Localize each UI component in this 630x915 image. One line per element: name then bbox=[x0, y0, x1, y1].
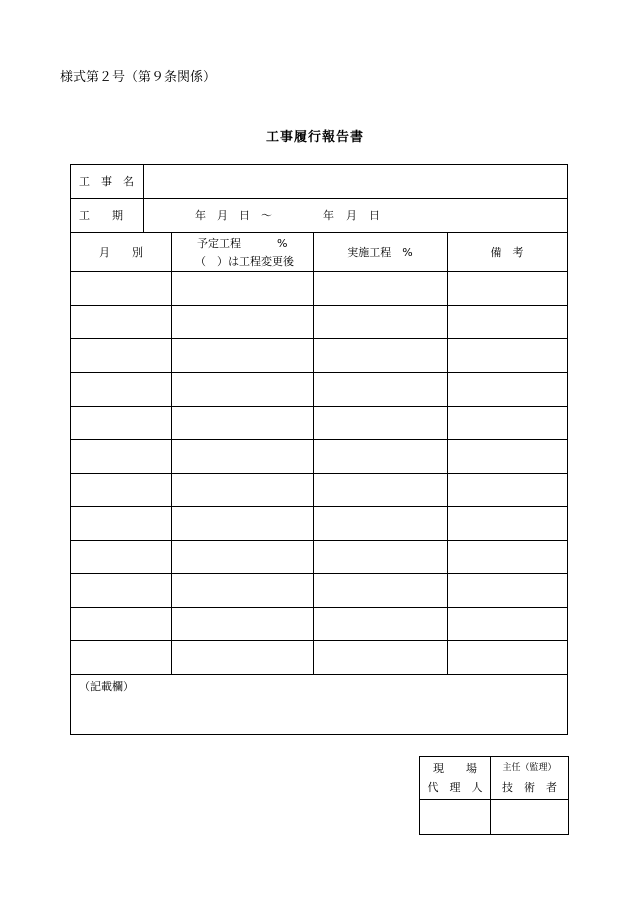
row-month-cell[interactable] bbox=[77, 416, 165, 430]
divider bbox=[71, 198, 567, 199]
row-planned-cell[interactable] bbox=[177, 416, 307, 430]
header-remarks: 備 考 bbox=[490, 246, 524, 259]
row-remarks-cell[interactable] bbox=[453, 516, 561, 530]
row-planned-cell[interactable] bbox=[177, 315, 307, 329]
row-actual-cell[interactable] bbox=[319, 281, 441, 295]
row-month-cell[interactable] bbox=[77, 382, 165, 396]
row-remarks-cell[interactable] bbox=[453, 650, 561, 664]
row-planned-cell[interactable] bbox=[177, 617, 307, 631]
divider bbox=[71, 473, 567, 474]
divider bbox=[71, 406, 567, 407]
site-agent-label-line1: 現 場 bbox=[433, 762, 477, 775]
row-planned-cell[interactable] bbox=[177, 281, 307, 295]
row-planned-cell[interactable] bbox=[177, 382, 307, 396]
divider bbox=[71, 540, 567, 541]
header-planned: 予定工程 bbox=[197, 237, 241, 250]
site-agent-label-line2: 代 理 人 bbox=[427, 781, 483, 794]
row-remarks-cell[interactable] bbox=[453, 617, 561, 631]
row-remarks-cell[interactable] bbox=[453, 382, 561, 396]
row-month-cell[interactable] bbox=[77, 348, 165, 362]
row-actual-cell[interactable] bbox=[319, 550, 441, 564]
site-agent-seal-area[interactable] bbox=[422, 803, 488, 831]
divider bbox=[71, 372, 567, 373]
row-planned-cell[interactable] bbox=[177, 348, 307, 362]
row-month-cell[interactable] bbox=[77, 550, 165, 564]
period-end-year: 年 bbox=[323, 209, 334, 222]
row-actual-cell[interactable] bbox=[319, 315, 441, 329]
row-month-cell[interactable] bbox=[77, 617, 165, 631]
period-label: 工 期 bbox=[79, 209, 123, 222]
row-remarks-cell[interactable] bbox=[453, 348, 561, 362]
chief-engineer-label-line1: 主任（監理） bbox=[502, 763, 557, 773]
period-end-day: 日 bbox=[369, 209, 380, 222]
divider bbox=[71, 674, 567, 675]
project-name-label: 工 事 名 bbox=[79, 175, 134, 188]
divider bbox=[71, 607, 567, 608]
divider bbox=[71, 338, 567, 339]
row-month-cell[interactable] bbox=[77, 449, 165, 463]
row-planned-cell[interactable] bbox=[177, 516, 307, 530]
period-tilde: 〜 bbox=[261, 209, 272, 222]
row-actual-cell[interactable] bbox=[319, 449, 441, 463]
row-planned-cell[interactable] bbox=[177, 650, 307, 664]
header-actual: 実施工程 % bbox=[347, 246, 413, 259]
chief-engineer-label-line2: 技 術 者 bbox=[502, 781, 557, 794]
document-title: 工事履行報告書 bbox=[265, 130, 364, 145]
row-remarks-cell[interactable] bbox=[453, 583, 561, 597]
row-actual-cell[interactable] bbox=[319, 583, 441, 597]
row-month-cell[interactable] bbox=[77, 315, 165, 329]
row-remarks-cell[interactable] bbox=[453, 483, 561, 497]
row-actual-cell[interactable] bbox=[319, 348, 441, 362]
row-planned-cell[interactable] bbox=[177, 483, 307, 497]
divider bbox=[447, 232, 448, 674]
report-form bbox=[70, 164, 568, 735]
divider bbox=[420, 799, 568, 800]
row-month-cell[interactable] bbox=[77, 583, 165, 597]
divider bbox=[71, 271, 567, 272]
divider bbox=[313, 232, 314, 674]
row-planned-cell[interactable] bbox=[177, 583, 307, 597]
row-actual-cell[interactable] bbox=[319, 382, 441, 396]
form-number: 様式第２号（第９条関係） bbox=[60, 70, 217, 85]
row-month-cell[interactable] bbox=[77, 516, 165, 530]
row-planned-cell[interactable] bbox=[177, 449, 307, 463]
row-remarks-cell[interactable] bbox=[453, 416, 561, 430]
period-start-month: 月 bbox=[217, 209, 228, 222]
divider bbox=[71, 573, 567, 574]
row-remarks-cell[interactable] bbox=[453, 550, 561, 564]
header-planned-note: （ ）は工程変更後 bbox=[195, 255, 294, 268]
header-planned-percent: % bbox=[277, 237, 288, 250]
row-month-cell[interactable] bbox=[77, 483, 165, 497]
notes-field[interactable] bbox=[79, 695, 559, 725]
row-actual-cell[interactable] bbox=[319, 416, 441, 430]
row-remarks-cell[interactable] bbox=[453, 449, 561, 463]
row-planned-cell[interactable] bbox=[177, 550, 307, 564]
period-end-month: 月 bbox=[346, 209, 357, 222]
row-actual-cell[interactable] bbox=[319, 516, 441, 530]
divider bbox=[71, 232, 567, 233]
period-start-day: 日 bbox=[239, 209, 250, 222]
divider bbox=[71, 640, 567, 641]
divider bbox=[71, 439, 567, 440]
divider bbox=[143, 165, 144, 232]
divider bbox=[71, 305, 567, 306]
period-start-year: 年 bbox=[195, 209, 206, 222]
notes-label: （記載欄） bbox=[79, 680, 134, 693]
row-month-cell[interactable] bbox=[77, 281, 165, 295]
row-remarks-cell[interactable] bbox=[453, 281, 561, 295]
signature-box bbox=[419, 756, 569, 835]
divider bbox=[171, 232, 172, 674]
header-month: 月 別 bbox=[99, 246, 143, 259]
chief-engineer-seal-area[interactable] bbox=[494, 803, 566, 831]
row-actual-cell[interactable] bbox=[319, 650, 441, 664]
row-actual-cell[interactable] bbox=[319, 617, 441, 631]
divider bbox=[71, 506, 567, 507]
project-name-field[interactable] bbox=[151, 175, 561, 189]
row-month-cell[interactable] bbox=[77, 650, 165, 664]
row-remarks-cell[interactable] bbox=[453, 315, 561, 329]
row-actual-cell[interactable] bbox=[319, 483, 441, 497]
